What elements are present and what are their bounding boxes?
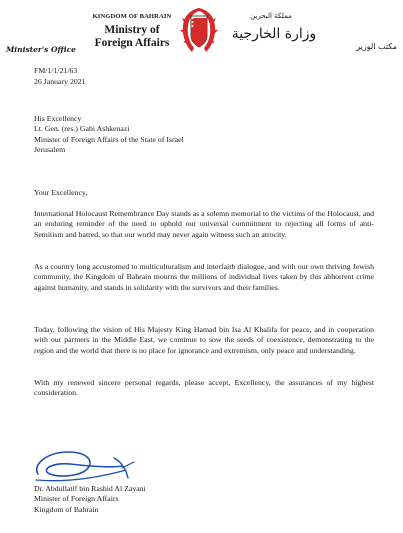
body-paragraph: As a country long accustomed to multiculturalism and interfaith dialogue, and with our own thriving Jewish community, the Kingdom of Bahrain mourns the millions of individual lives taken by this abhorrent crime against humanity, and stands in solidarity with the survivors and their families. bbox=[34, 262, 374, 292]
signature-block bbox=[34, 484, 234, 515]
bahrain-emblem-icon bbox=[180, 6, 218, 54]
letter-date: 26 January 2021 bbox=[34, 77, 86, 86]
letterhead-ministry-line1: Ministry of bbox=[104, 24, 160, 36]
letterhead-kingdom: KINGDOM OF BAHRAIN bbox=[92, 13, 172, 20]
salutation: Your Excellency, bbox=[34, 188, 88, 197]
letterhead-office: Minister's Office bbox=[6, 45, 76, 54]
recipient-line: Jerusalem bbox=[34, 145, 66, 155]
recipient-line: His Excellency bbox=[34, 114, 82, 123]
recipient-address bbox=[34, 114, 374, 156]
signatory-title: Minister of Foreign Affairs bbox=[34, 494, 119, 504]
signatory-name: Dr. Abdullatif bin Rashid Al Zayani bbox=[34, 484, 146, 493]
letterhead-ministry bbox=[78, 24, 186, 50]
letterhead-office-arabic: مكتب الوزير bbox=[356, 42, 397, 51]
letterhead-kingdom-arabic: مملكة البحرين bbox=[250, 12, 292, 20]
recipient-line: Minister of Foreign Affairs of the State of Israel bbox=[34, 134, 184, 144]
body-paragraph: International Holocaust Remembrance Day stands as a solemn memorial to the victims of the Holocaust, and an enduring reminder of the need to uphold our universal commitment to rejecting all forms of anti-Semitism and hatred, so that our world may never again witness such an atrocity. bbox=[34, 209, 374, 239]
recipient-line: Lt. Gen. (res.) Gabi Ashkenazi bbox=[34, 124, 130, 134]
letterhead-ministry-arabic: وزارة الخارجية bbox=[231, 26, 317, 42]
body-paragraph: Today, following the vision of His Majesty King Hamad bin Isa Al Khalifa for peace, and in cooperation with our partners in the Middle East, we continue to sow the seeds of coexistence, demonstrating to the region and the world that there is no place for ignorance and extremism, only peace and understanding. bbox=[34, 325, 374, 355]
letterhead-ministry-line2: Foreign Affairs bbox=[94, 37, 170, 49]
signatory-country: Kingdom of Bahrain bbox=[34, 504, 99, 514]
reference-number: FM/1/1/21/63 bbox=[34, 66, 78, 75]
body-paragraph: With my renewed sincere personal regards, please accept, Excellency, the assurances of my highest consideration. bbox=[34, 378, 374, 398]
